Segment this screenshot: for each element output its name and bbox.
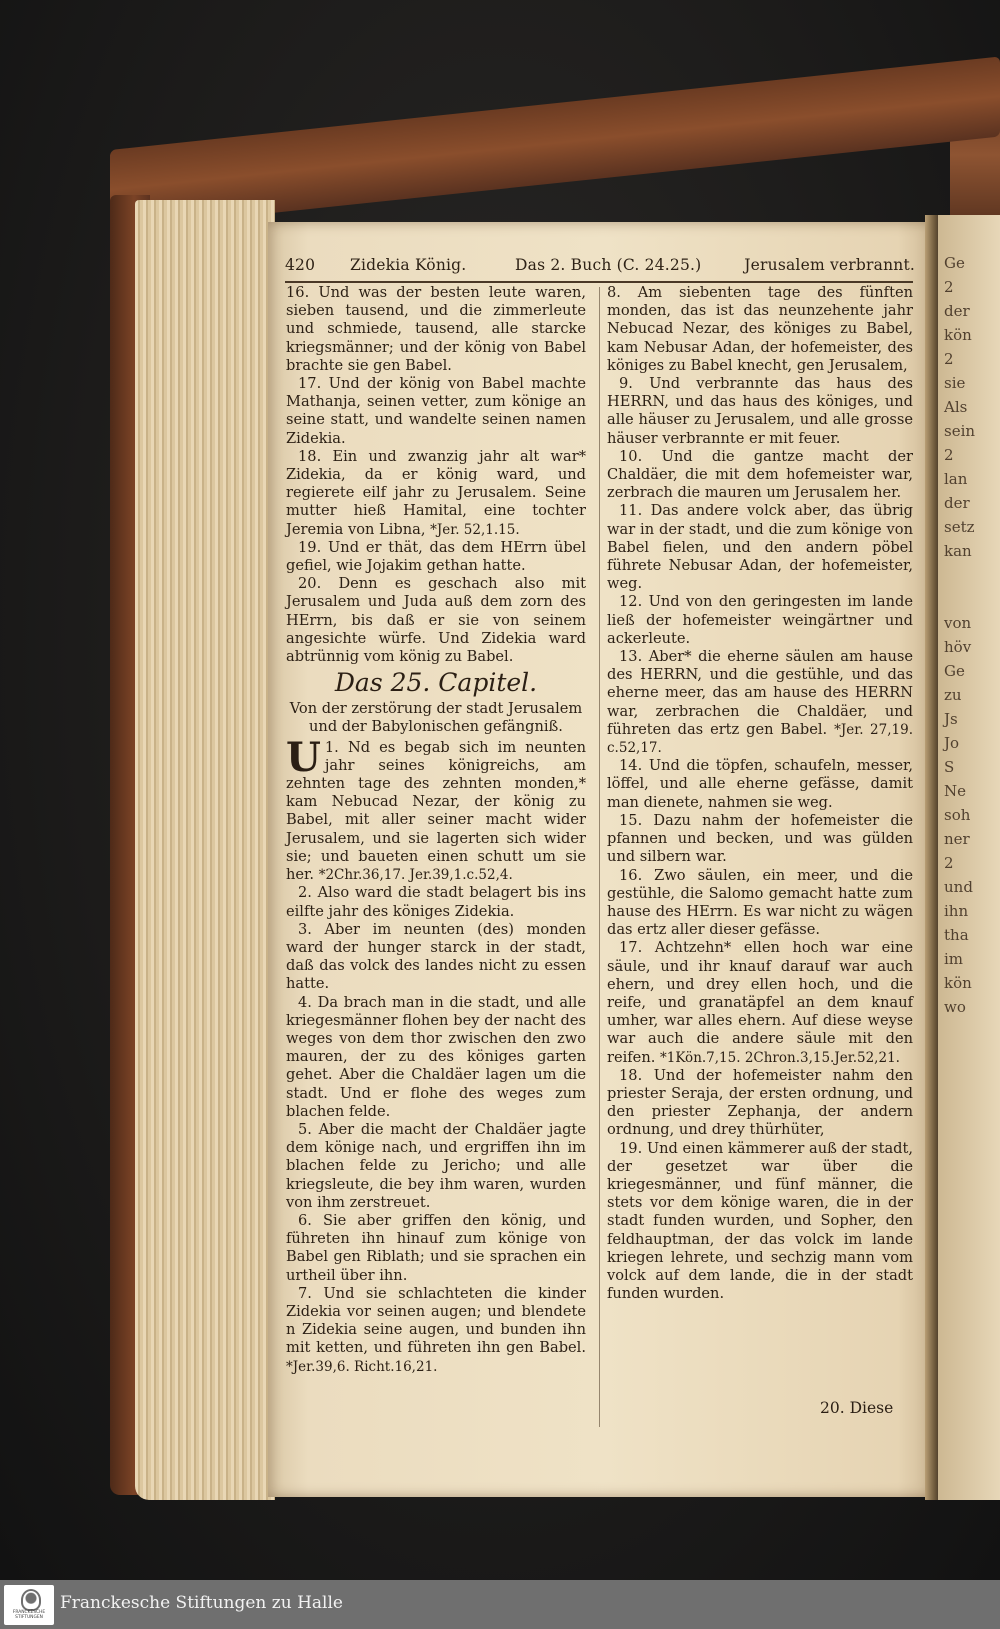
right-column xyxy=(607,284,913,1303)
catchword: 20. Diese xyxy=(820,1399,894,1417)
running-head xyxy=(285,256,915,280)
verse-13 xyxy=(607,648,913,757)
verse-20: 20. Denn es geschach also mit Jerusalem und Juda auß dem zorn des HErrn, bis daß er sie von seinem angesichte würfe. Und Zidekia ward abtrünnig vom könig zu Babel. xyxy=(286,575,586,666)
running-head-left: Zidekia König. xyxy=(350,256,467,274)
page-edges xyxy=(135,200,275,1500)
verse-15: 15. Dazu nahm der hofemeister die pfannen und becken, und was gülden und silbern war. xyxy=(607,811,913,866)
verse-7-reference: *Jer.39,6. Richt.16,21. xyxy=(286,1358,438,1375)
verse-5: 5. Aber die macht der Chaldäer jagte dem könige nach, und ergriffen ihn im blachen felde zu Jericho; und alle kriegsleute, die bey ihm waren, wurden von ihm zerstreuet. xyxy=(286,1120,586,1211)
verse-18-text: 18. Ein und zwanzig jahr alt war* Zidekia, da er könig ward, und regierete eilf jahr zu Jerusalem. Seine mutter hieß Hamital, eine tochter Jeremia von Libna, xyxy=(286,447,586,538)
verse-17-right xyxy=(607,939,913,1066)
verse-11: 11. Das andere volck aber, das übrig war in der stadt, und die zum könige von Babel fielen, und den andern pöbel führete Nebusar Adan, der hofemeister, weg. xyxy=(607,502,913,593)
logo-caption: FRANCKESCHE STIFTUNGEN xyxy=(12,1610,46,1620)
verse-19-right: 19. Und einen kämmerer auß der stadt, der gesetzet war über die kriegesmänner, und fünf männer, die stets vor dem könige waren, die in der stadt funden wurden, und Sopher, den feldhauptman, der das volck im lande kriegen lehrete, und sechzig mann vom volck auf dem lande, die in der stadt funden wurden. xyxy=(607,1139,913,1303)
verse-4: 4. Da brach man in die stadt, und alle kriegesmänner flohen bey der nacht des weges von dem thor zwischen den zwo mauren, der zu des königes garten gehet. Aber die Chaldäer lagen um die stadt. Und er flohe des weges zum blachen felde. xyxy=(286,993,586,1120)
running-head-right: Jerusalem verbrannt. xyxy=(744,256,915,274)
verse-10: 10. Und die gantze macht der Chaldäer, die mit dem hofemeister war, zerbrach die mauren um Jerusalem her. xyxy=(607,447,913,502)
facing-page-text: Ge 2 der kön 2 sie Als sein 2 lan der setz kan von höv Ge zu Js Jo S Ne soh ner 2 und ihn tha im kön wo xyxy=(944,254,976,1016)
footer-bar xyxy=(0,1580,1000,1629)
verse-2: 2. Also ward die stadt belagert bis ins eilfte jahr des königes Zidekia. xyxy=(286,884,586,920)
verse-7 xyxy=(286,1285,586,1376)
left-column xyxy=(286,284,586,1376)
institution-logo[interactable] xyxy=(4,1585,54,1625)
drop-cap: U xyxy=(286,733,321,781)
sun-emblem-icon xyxy=(21,1589,41,1611)
verse-17-reference: *1Kön.7,15. 2Chron.3,15.Jer.52,21. xyxy=(660,1049,900,1066)
institution-name[interactable]: Franckesche Stiftungen zu Halle xyxy=(60,1593,343,1613)
verse-13-text: 13. Aber* die eherne säulen am hause des HERRN, und die gestühle, und das eherne meer, das am hause des HERRN war, zerbrachen die Chaldäer, und führeten das ertz gen Babel. xyxy=(607,648,913,738)
verse-3: 3. Aber im neunten (des) monden ward der hunger starck in der stadt, daß das volck des landes nicht zu essen hatte. xyxy=(286,920,586,993)
verse-1-label: 1. xyxy=(324,738,339,756)
chapter-summary: Von der zerstörung der stadt Jerusalem und der Babylonischen gefängniß. xyxy=(289,700,583,736)
column-divider xyxy=(599,287,600,1427)
verse-9: 9. Und verbrannte das haus des HERRN, und das haus des königes, und alle häuser zu Jerusalem, und alle grosse häuser verbrannte er mit feuer. xyxy=(607,375,913,447)
verse-1 xyxy=(286,733,587,885)
verse-18 xyxy=(286,448,586,539)
verse-13-reference: *Jer. 27,19. c.52,17. xyxy=(607,721,913,757)
chapter-title: Das 25. Capitel. xyxy=(334,668,538,698)
verse-8: 8. Am siebenten tage des fünften monden, das ist das neunzehente jahr Nebucad Nezar, des königes zu Babel, kam Nebusar Adan, der hofemeister, des königes zu Babel knecht, gen Jerusalem, xyxy=(607,284,913,374)
verse-6: 6. Sie aber griffen den könig, und führeten ihn hinauf zum könige von Babel gen Riblath; und sie sprachen ein urtheil über ihn. xyxy=(286,1211,586,1284)
verse-7-text: 7. Und sie schlachteten die kinder Zidekia vor seinen augen; und blendete n Zidekia seine augen, und bunden ihn mit ketten, und führeten ihn gen Babel. xyxy=(286,1284,586,1357)
running-head-center: Das 2. Buch (C. 24.25.) xyxy=(515,256,702,274)
verse-12: 12. Und von den geringesten im lande ließ der hofemeister weingärtner und ackerleute. xyxy=(607,593,913,647)
header-rule xyxy=(285,281,913,283)
verse-17-text: 17. Achtzehn* ellen hoch war eine säule, und ihr knauf darauf war auch ehern, und drey ellen hoch, und die reife, und granatäpfel an dem knauf umher, war alles ehern. Auf diese weyse war auch die andere säule mit den reifen. xyxy=(607,939,913,1066)
verse-1-reference: *2Chr.36,17. Jer.39,1.c.52,4. xyxy=(318,867,513,884)
verse-19: 19. Und er thät, das dem HErrn übel gefiel, wie Jojakim gethan hatte. xyxy=(286,538,586,575)
facing-page-fragment xyxy=(938,215,1000,1500)
verse-1-text: Nd es begab sich im neunten jahr seines königreichs, am zehnten tage des zehnten monden,* kam Nebucad Nezar, der könig zu Babel, mit aller seiner macht wider Jerusalem, und sie lagerten sich wider sie; und baueten einen schutt um sie her. xyxy=(286,738,587,884)
verse-17: 17. Und der könig von Babel machte Mathanja, seinen vetter, zum könige an seine statt, und wandelte seinen namen Zidekia. xyxy=(286,375,586,447)
verse-16-right: 16. Zwo säulen, ein meer, und die gestühle, die Salomo gemacht hatte zum hause des HErrn. Es war nicht zu wägen das ertz aller dieser gefässe. xyxy=(607,866,913,939)
page-number: 420 xyxy=(285,256,316,274)
verse-14: 14. Und die töpfen, schaufeln, messer, löffel, und alle eherne gefässe, damit man dienete, nahmen sie weg. xyxy=(607,757,913,811)
verse-18-right: 18. Und der hofemeister nahm den priester Seraja, der ersten ordnung, und den priester Zephanja, der andern ordnung, und drey thürhüter, xyxy=(607,1066,913,1139)
verse-16: 16. Und was der besten leute waren, sieben tausend, und die zimmerleute und schmiede, tausend, alle starcke kriegsmänner; und der könig von Babel brachte sie gen Babel. xyxy=(286,284,586,374)
verse-18-reference: *Jer. 52,1.15. xyxy=(430,521,520,538)
